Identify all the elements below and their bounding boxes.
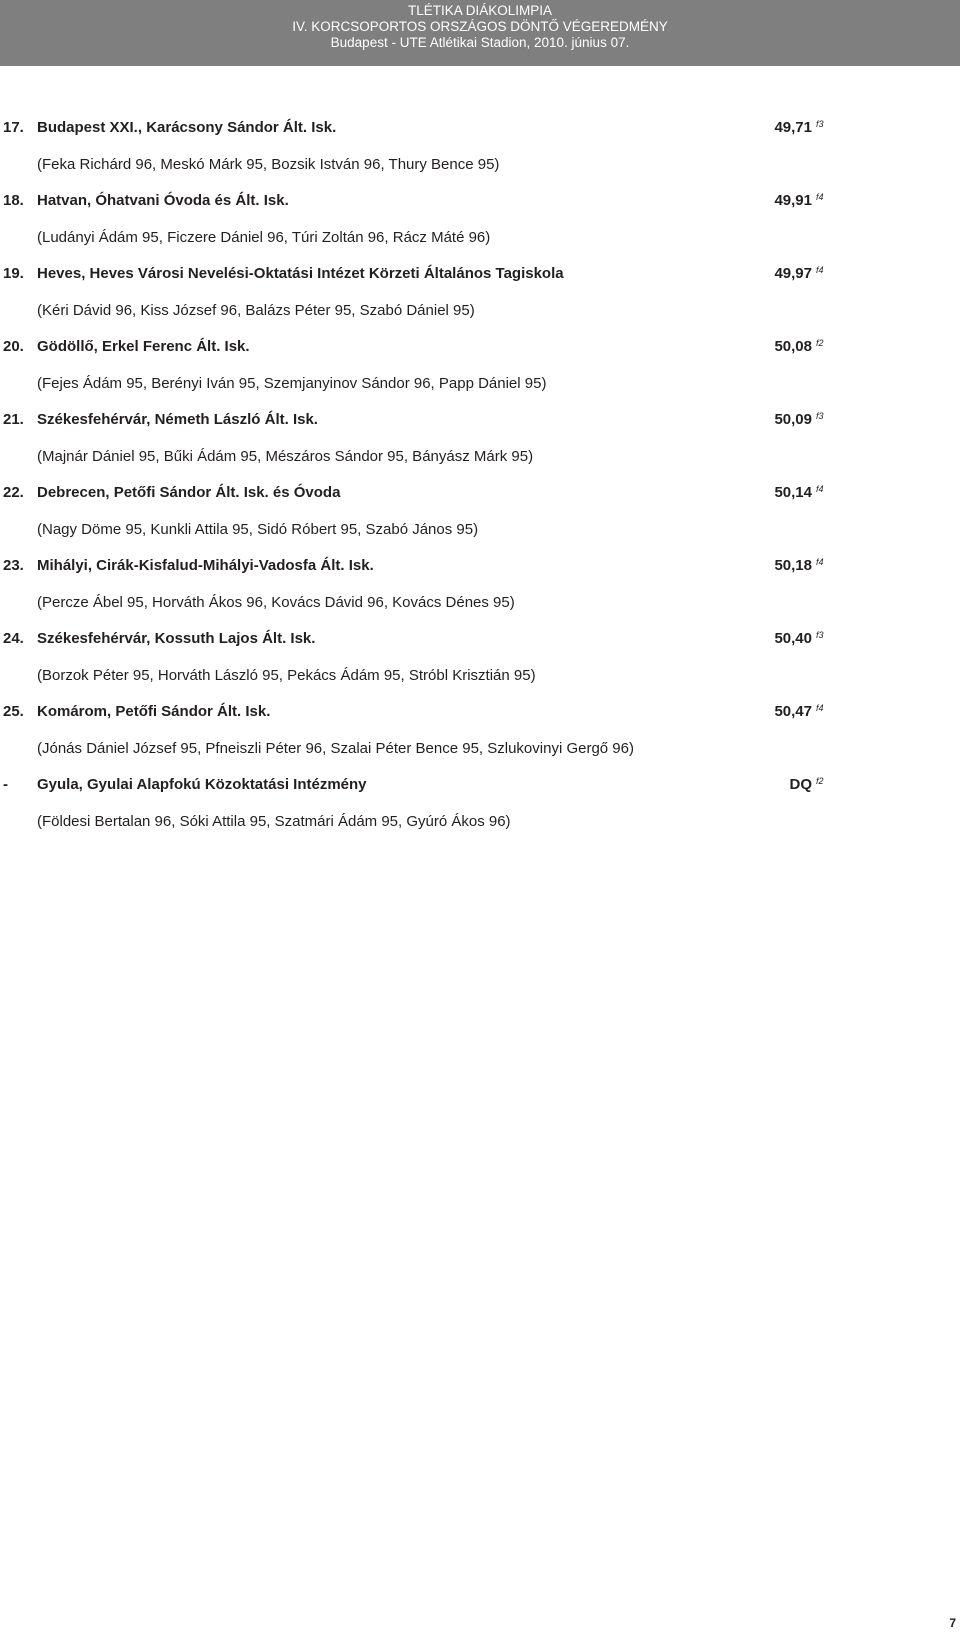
team-row [0, 410, 960, 430]
members-row [0, 155, 960, 175]
rank: 22. [3, 484, 24, 501]
heat-label: f4 [816, 265, 824, 275]
result-entry [0, 337, 960, 410]
result-entry [0, 264, 960, 337]
page-header [0, 0, 960, 66]
members-row [0, 301, 960, 321]
page-number: 7 [949, 1616, 956, 1630]
school-name: Székesfehérvár, Németh László Ált. Isk. [37, 411, 318, 428]
school-name: Gödöllő, Erkel Ferenc Ált. Isk. [37, 338, 250, 355]
rank: 17. [3, 119, 24, 136]
team-row [0, 702, 960, 722]
team-members: (Nagy Döme 95, Kunkli Attila 95, Sidó Róbert 95, Szabó János 95) [37, 521, 479, 538]
team-row [0, 191, 960, 211]
heat-label: f2 [816, 776, 824, 786]
result-time: 50,08 [774, 338, 812, 355]
team-members: (Feka Richárd 96, Meskó Márk 95, Bozsik István 96, Thury Bence 95) [37, 156, 500, 173]
result-entry [0, 629, 960, 702]
result-time: 49,91 [774, 192, 812, 209]
team-members: (Fejes Ádám 95, Berényi Iván 95, Szemjanyinov Sándor 96, Papp Dániel 95) [37, 375, 547, 392]
team-members: (Jónás Dániel József 95, Pfneiszli Péter 96, Szalai Péter Bence 95, Szlukovinyi Gergő 96) [37, 740, 634, 757]
school-name: Székesfehérvár, Kossuth Lajos Ált. Isk. [37, 630, 316, 647]
team-members: (Majnár Dániel 95, Bűki Ádám 95, Mészáros Sándor 95, Bányász Márk 95) [37, 448, 534, 465]
members-row [0, 520, 960, 540]
team-members: (Borzok Péter 95, Horváth László 95, Pekács Ádám 95, Stróbl Krisztián 95) [37, 667, 536, 684]
team-members: (Kéri Dávid 96, Kiss József 96, Balázs Péter 95, Szabó Dániel 95) [37, 302, 475, 319]
team-members: (Földesi Bertalan 96, Sóki Attila 95, Szatmári Ádám 95, Gyúró Ákos 96) [37, 813, 511, 830]
members-row [0, 812, 960, 832]
team-members: (Percze Ábel 95, Horváth Ákos 96, Kovács Dávid 96, Kovács Dénes 95) [37, 594, 515, 611]
heat-label: f3 [816, 411, 824, 421]
members-row [0, 666, 960, 686]
school-name: Budapest XXI., Karácsony Sándor Ált. Isk. [37, 119, 337, 136]
rank: - [3, 776, 8, 793]
heat-label: f2 [816, 338, 824, 348]
team-members: (Ludányi Ádám 95, Ficzere Dániel 96, Túri Zoltán 96, Rácz Máté 96) [37, 229, 491, 246]
rank: 20. [3, 338, 24, 355]
result-entry [0, 556, 960, 629]
heat-label: f4 [816, 703, 824, 713]
school-name: Komárom, Petőfi Sándor Ált. Isk. [37, 703, 271, 720]
school-name: Mihályi, Cirák-Kisfalud-Mihályi-Vadosfa Ált. Isk. [37, 557, 374, 574]
header-subtitle: IV. KORCSOPORTOS ORSZÁGOS DÖNTŐ VÉGEREDMÉNY [292, 19, 668, 34]
result-time: DQ [789, 776, 812, 793]
rank: 18. [3, 192, 24, 209]
school-name: Debrecen, Petőfi Sándor Ált. Isk. és Óvoda [37, 484, 341, 501]
result-entry [0, 191, 960, 264]
rank: 23. [3, 557, 24, 574]
team-row [0, 264, 960, 284]
team-row [0, 337, 960, 357]
heat-label: f4 [816, 192, 824, 202]
result-time: 49,71 [774, 119, 812, 136]
result-time: 49,97 [774, 265, 812, 282]
result-time: 50,14 [774, 484, 812, 501]
heat-label: f3 [816, 119, 824, 129]
heat-label: f4 [816, 484, 824, 494]
school-name: Heves, Heves Városi Nevelési-Oktatási Intézet Körzeti Általános Tagiskola [37, 265, 564, 282]
heat-label: f3 [816, 630, 824, 640]
result-entry [0, 483, 960, 556]
result-entry [0, 410, 960, 483]
school-name: Hatvan, Óhatvani Óvoda és Ált. Isk. [37, 192, 289, 209]
team-row [0, 118, 960, 138]
result-entry [0, 702, 960, 775]
result-time: 50,47 [774, 703, 812, 720]
members-row [0, 593, 960, 613]
heat-label: f4 [816, 557, 824, 567]
rank: 21. [3, 411, 24, 428]
result-time: 50,18 [774, 557, 812, 574]
rank: 25. [3, 703, 24, 720]
rank: 24. [3, 630, 24, 647]
school-name: Gyula, Gyulai Alapfokú Közoktatási Intézmény [37, 776, 367, 793]
results-list [0, 118, 960, 848]
result-time: 50,40 [774, 630, 812, 647]
members-row [0, 228, 960, 248]
team-row [0, 629, 960, 649]
members-row [0, 739, 960, 759]
members-row [0, 447, 960, 467]
header-title: TLÉTIKA DIÁKOLIMPIA [407, 3, 553, 18]
result-time: 50,09 [774, 411, 812, 428]
team-row [0, 556, 960, 576]
result-entry [0, 118, 960, 191]
team-row [0, 483, 960, 503]
team-row [0, 775, 960, 795]
members-row [0, 374, 960, 394]
result-entry [0, 775, 960, 848]
header-venue-date: Budapest - UTE Atlétikai Stadion, 2010. június 07. [330, 35, 630, 50]
rank: 19. [3, 265, 24, 282]
